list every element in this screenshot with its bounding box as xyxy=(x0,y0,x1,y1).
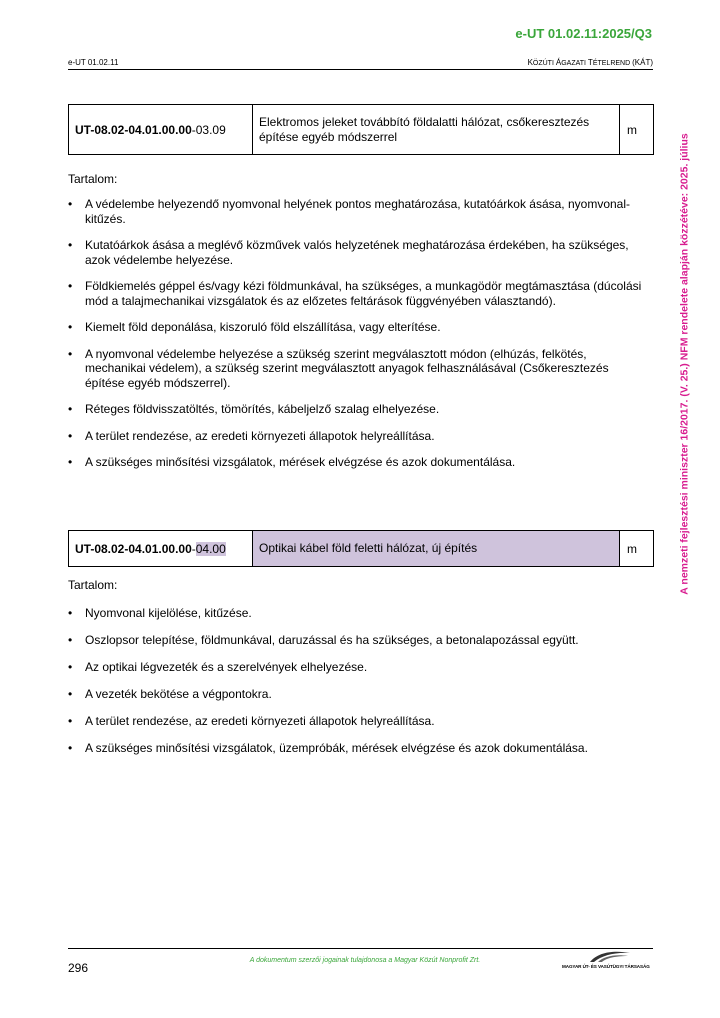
bullet-icon: • xyxy=(68,741,73,755)
item-table-1 xyxy=(68,104,654,155)
copyright-notice: A dokumentum szerzői jogainak tulajdonosa a Magyar Közút Nonprofit Zrt. xyxy=(249,957,481,964)
item-table-2 xyxy=(68,530,654,567)
bullet-icon: • xyxy=(68,238,73,252)
bullet-icon: • xyxy=(68,633,73,647)
item-description: Elektromos jeleket továbbító földalatti hálózat, csőkeresztezés építése egyéb módszerrel xyxy=(253,105,620,155)
item-code: UT-08.02-04.01.00.00-03.09 xyxy=(69,105,253,155)
bullet-icon: • xyxy=(68,455,73,469)
list-item: • A védelembe helyezendő nyomvonal helyének pontos meghatározása, kutatóárkok ásása, nyomvonal-kitűzés. xyxy=(68,197,630,226)
list-item: • A terület rendezése, az eredeti környezeti állapotok helyreállítása. xyxy=(68,714,435,728)
header-doc-code: e-UT 01.02.11 xyxy=(68,58,119,67)
list-item: • Földkiemelés géppel és/vagy kézi földmunkával, ha szükséges, a munkagödör megtámasztása (dúcolási mód a talajmechanikai vizsgálatok és az előzetes feltárások függvényében választandó). xyxy=(68,279,642,308)
content-label: Tartalom: xyxy=(68,172,118,186)
bullet-icon: • xyxy=(68,279,73,293)
railway-road-swoosh-icon xyxy=(588,950,632,964)
bullet-icon: • xyxy=(68,714,73,728)
list-item: • A vezeték bekötése a végpontokra. xyxy=(68,687,272,701)
list-item: • Az optikai légvezeték és a szerelvények elhelyezése. xyxy=(68,660,368,674)
list-item: • Réteges földvisszatöltés, tömörítés, kábeljelző szalag elhelyezése. xyxy=(68,402,440,416)
bullet-icon: • xyxy=(68,402,73,416)
content-list-1 xyxy=(68,197,648,482)
page-number: 296 xyxy=(68,961,89,975)
list-item: • Kutatóárkok ásása a meglévő közművek valós helyzetének meghatározása érdekében, ha szükséges, azok védelembe helyezése. xyxy=(68,238,629,267)
item-unit: m xyxy=(620,531,654,567)
document-code-top: e-UT 01.02.11:2025/Q3 xyxy=(515,26,652,41)
item-code: UT-08.02-04.01.00.00-04.00 xyxy=(69,531,253,567)
list-item: • Nyomvonal kijelölése, kitűzése. xyxy=(68,606,252,620)
list-item: • A szükséges minősítési vizsgálatok, mérések elvégzése és azok dokumentálása. xyxy=(68,455,516,469)
footer-divider xyxy=(68,948,653,949)
code-suffix-highlight: 04.00 xyxy=(195,541,226,556)
bullet-icon: • xyxy=(68,428,73,443)
bullet-icon: • xyxy=(68,606,73,620)
organization-logo xyxy=(562,950,656,972)
item-description: Optikai kábel föld feletti hálózat, új építés xyxy=(253,531,620,567)
bullet-icon: • xyxy=(68,346,73,361)
list-item: • A szükséges minősítési vizsgálatok, üzempróbák, mérések elvégzése és azok dokumentálása. xyxy=(68,741,588,755)
running-header xyxy=(68,58,653,67)
content-list-2 xyxy=(68,606,648,768)
list-item: • A nyomvonal védelembe helyezése a szükség szerint megválasztott módon (elhúzás, felkötés, mechanikai védelem), a szükség szerint megválasztott anyagok felhasználásával (Csőkeresztezés építése egyéb módszerrel). xyxy=(68,346,609,390)
header-divider xyxy=(68,69,653,70)
publication-side-note: A nemzeti fejlesztési miniszter 16/2017. (V. 25.) NFM rendelete alapján közzétéve: 2025. július xyxy=(679,133,692,595)
logo-text: MAGYAR ÚT- ÉS VASÚTÜGYI TÁRSASÁG xyxy=(562,964,650,969)
bullet-icon: • xyxy=(68,660,73,674)
item-unit: m xyxy=(620,105,654,155)
header-title: KÖZÚTI ÁGAZATI TÉTELREND (KÁT) xyxy=(527,58,653,67)
bullet-icon: • xyxy=(68,197,73,211)
list-item: • Kiemelt föld deponálása, kiszoruló föld elszállítása, vagy elterítése. xyxy=(68,320,441,334)
bullet-icon: • xyxy=(68,687,73,701)
content-label: Tartalom: xyxy=(68,578,118,592)
bullet-icon: • xyxy=(68,320,73,334)
list-item: • A terület rendezése, az eredeti környezeti állapotok helyreállítása. xyxy=(68,428,435,443)
list-item: • Oszlopsor telepítése, földmunkával, daruzással és ha szükséges, a betonalapozással együtt. xyxy=(68,633,579,647)
